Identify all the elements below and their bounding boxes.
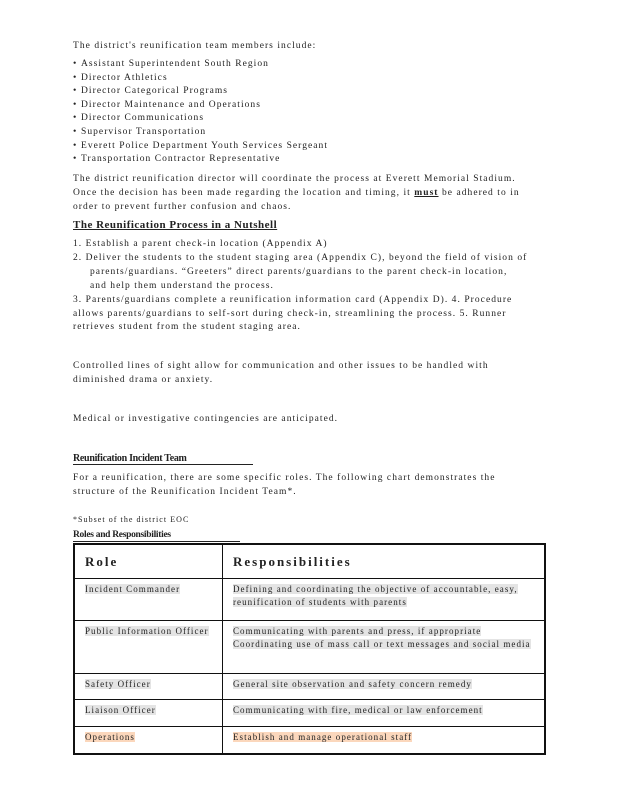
nutshell-step: 3. Parents/guardians complete a reunification information card (Appendix D). 4. Procedure	[73, 295, 513, 305]
roles-table	[73, 543, 546, 755]
responsibility-cell: Establish and manage operational staff	[223, 727, 546, 754]
heading-underline	[73, 541, 240, 542]
list-item: • Director Categorical Programs	[73, 85, 328, 99]
list-item: • Transportation Contractor Representative	[73, 153, 328, 167]
bullet-icon: •	[73, 59, 78, 69]
nutshell-step: and help them understand the process.	[90, 281, 274, 291]
list-item: • Supervisor Transportation	[73, 126, 328, 140]
responsibility-cell: General site observation and safety concern remedy	[223, 674, 546, 700]
bullet-icon: •	[73, 154, 78, 165]
nutshell-step: parents/guardians. “Greeters” direct parents/guardians to the parent check-in location,	[90, 267, 508, 277]
team-intro: The district's reunification team members include:	[73, 41, 317, 51]
incident-team-heading: Reunification Incident Team	[73, 453, 187, 464]
list-item: • Director Maintenance and Operations	[73, 99, 328, 113]
nutshell-heading: The Reunification Process in a Nutshell	[73, 219, 278, 231]
incident-team-paragraph: structure of the Reunification Incident Team*.	[73, 487, 297, 497]
nutshell-step: 2. Deliver the students to the student staging area (Appendix C), beyond the field of vision of	[73, 253, 528, 263]
bullet-icon: •	[73, 140, 78, 151]
role-cell: Public Information Officer	[74, 621, 223, 674]
nutshell-step: allows parents/guardians to self-sort during check-in, streamlining the process. 5. Runner	[73, 309, 507, 319]
column-header-role: Role	[74, 544, 223, 579]
responsibility-cell: Defining and coordinating the objective of accountable, easy, reunification of students with parents	[223, 579, 546, 621]
column-header-responsibilities: Responsibilities	[223, 544, 546, 579]
director-paragraph-line: Once the decision has been made regarding the location and timing, it must be adhered to in	[73, 188, 520, 198]
table-header-row	[74, 544, 545, 579]
bullet-icon: •	[73, 99, 78, 110]
sightlines-paragraph: diminished drama or anxiety.	[73, 375, 214, 385]
table-row	[74, 621, 545, 674]
list-item: • Director Communications	[73, 112, 328, 126]
footnote: *Subset of the district EOC	[73, 515, 190, 524]
table-row	[74, 700, 545, 727]
table-row	[74, 674, 545, 700]
nutshell-step: retrieves student from the student staging area.	[73, 322, 301, 332]
roles-table-heading: Roles and Responsibilities	[73, 530, 171, 540]
table-row	[74, 579, 545, 621]
medical-paragraph: Medical or investigative contingencies are anticipated.	[73, 414, 339, 424]
sightlines-paragraph: Controlled lines of sight allow for communication and other issues to be handled with	[73, 361, 489, 371]
bullet-icon: •	[73, 126, 78, 137]
role-cell: Liaison Officer	[74, 700, 223, 727]
team-member-list	[73, 58, 328, 167]
bullet-icon: •	[73, 113, 78, 124]
incident-team-paragraph: For a reunification, there are some specific roles. The following chart demonstrates the	[73, 473, 496, 483]
responsibility-cell: Communicating with fire, medical or law enforcement	[223, 700, 546, 727]
must-emphasis: must	[414, 188, 439, 198]
director-paragraph-line: The district reunification director will coordinate the process at Everett Memorial Stadium.	[73, 174, 516, 184]
table-row	[74, 727, 545, 754]
nutshell-step: 1. Establish a parent check-in location (Appendix A)	[73, 239, 328, 249]
director-paragraph-line: order to prevent further confusion and chaos.	[73, 202, 292, 212]
role-cell: Operations	[74, 727, 223, 754]
list-item: • Director Athletics	[73, 72, 328, 86]
list-item: • Assistant Superintendent South Region	[73, 58, 328, 72]
bullet-icon: •	[73, 86, 78, 97]
responsibility-cell: Communicating with parents and press, if appropriate Coordinating use of mass call or text messages and social media	[223, 621, 546, 674]
role-cell: Safety Officer	[74, 674, 223, 700]
role-cell: Incident Commander	[74, 579, 223, 621]
list-item: • Everett Police Department Youth Services Sergeant	[73, 140, 328, 154]
bullet-icon: •	[73, 72, 78, 83]
heading-underline	[73, 464, 253, 465]
